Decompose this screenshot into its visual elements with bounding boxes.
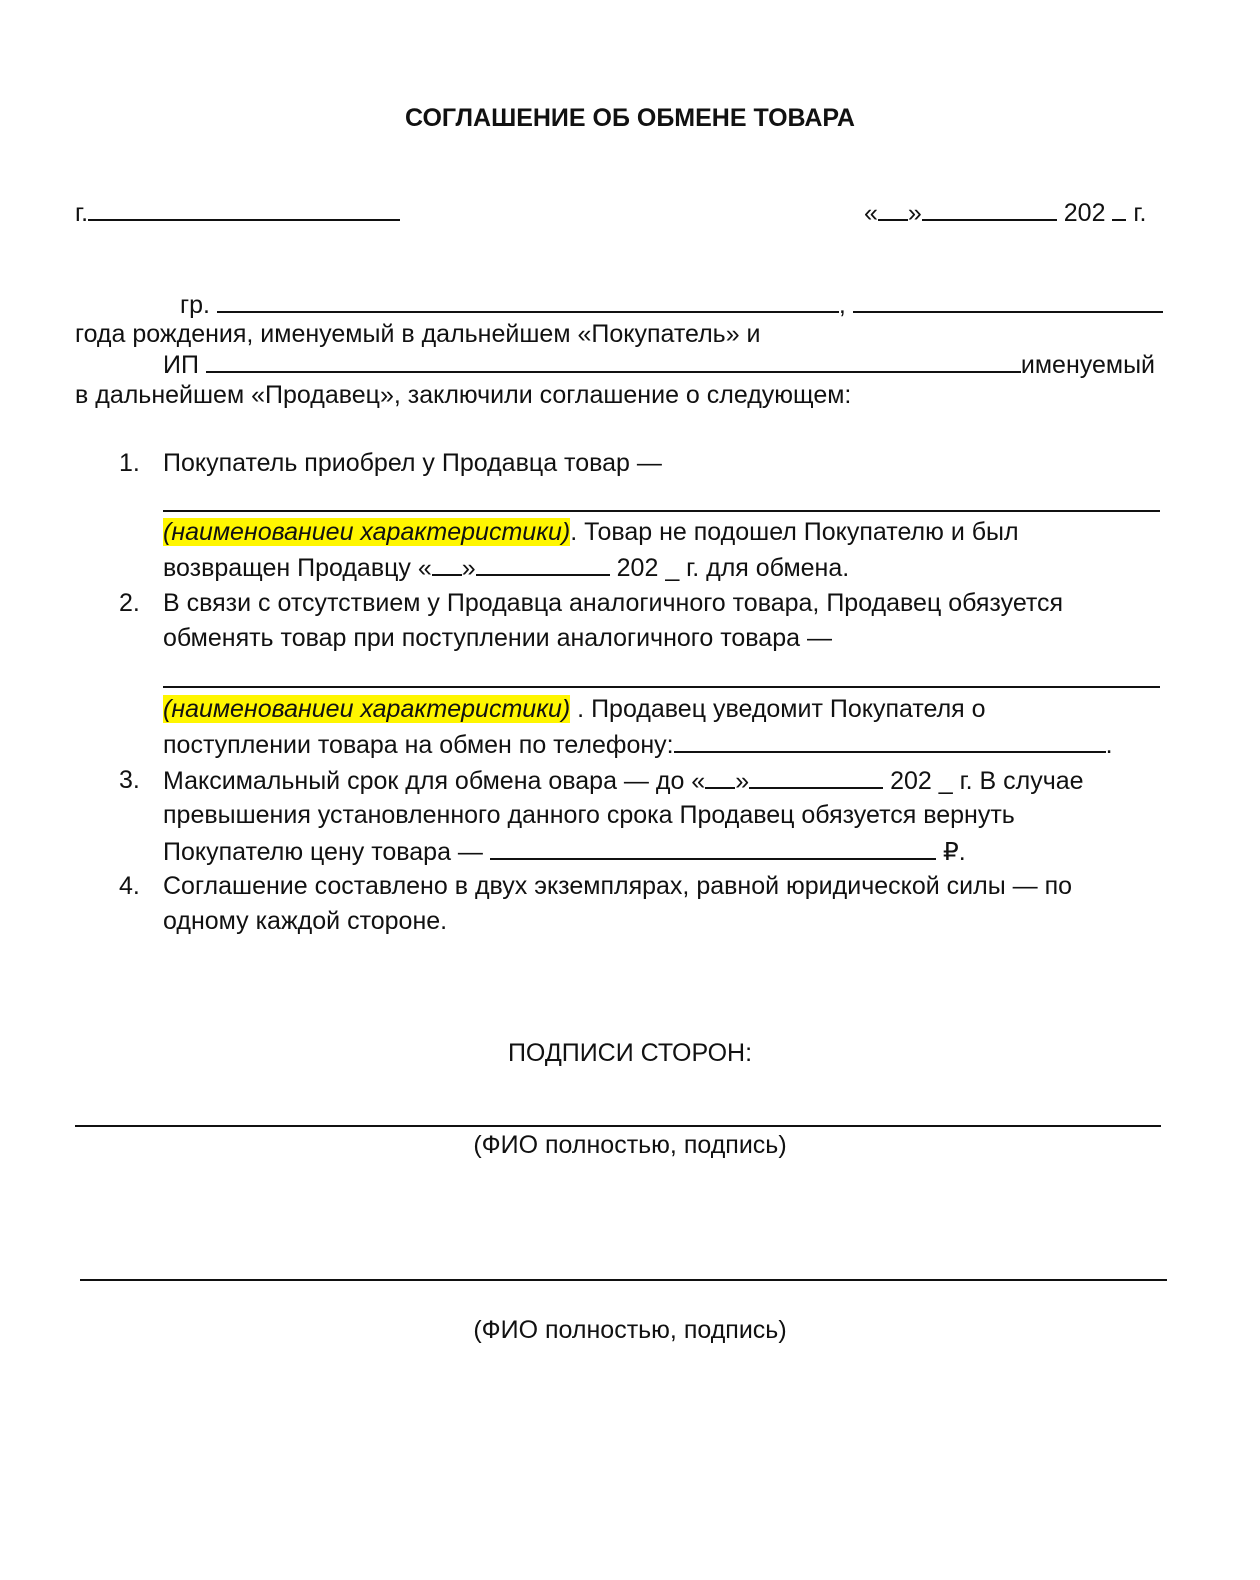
clause-1-line-2 bbox=[163, 517, 1019, 547]
signature-line-2[interactable] bbox=[80, 1279, 1167, 1281]
clause-2-line-4 bbox=[163, 729, 1113, 760]
clause-3-currency: ₽. bbox=[942, 838, 966, 866]
buyer-name-blank[interactable] bbox=[217, 289, 839, 313]
date-year-prefix: 202 bbox=[1063, 199, 1106, 227]
clause-3-term-end: 202 _ г. В случае bbox=[890, 767, 1084, 795]
seller-suffix: именуемый bbox=[1020, 351, 1155, 379]
buyer-birth-blank[interactable] bbox=[853, 289, 1163, 313]
clause-2-line-1: В связи с отсутствием у Продавца аналогичного товара, Продавец обязуется bbox=[163, 589, 1064, 617]
clause-3-line-1 bbox=[163, 765, 1084, 796]
clause-2-highlight: (наименованиеи характеристики) bbox=[163, 695, 571, 723]
clause-3-term-mid: » bbox=[735, 767, 750, 795]
document-title: СОГЛАШЕНИЕ ОБ ОБМЕНЕ ТОВАРА bbox=[405, 104, 855, 132]
clause-1-line-1: Покупатель приобрел у Продавца товар — bbox=[163, 449, 662, 477]
seller-name-blank[interactable] bbox=[206, 349, 1021, 373]
agreement-text: в дальнейшем «Продавец», заключили соглашение о следующем: bbox=[75, 381, 852, 409]
clause-1-after-highlight: . Товар не подошел Покупателю и был bbox=[570, 518, 1019, 546]
signature-caption-2: (ФИО полностью, подпись) bbox=[473, 1316, 787, 1344]
clause-3-number: 3. bbox=[119, 766, 140, 794]
clause-1-day-blank[interactable] bbox=[432, 552, 462, 576]
clause-2-item-blank[interactable] bbox=[163, 686, 1160, 688]
date-year-suffix: г. bbox=[1133, 199, 1147, 227]
city-line bbox=[75, 197, 400, 228]
date-open-quote: « bbox=[864, 199, 878, 227]
date-line bbox=[864, 197, 1146, 228]
city-prefix: г. bbox=[75, 199, 89, 227]
clause-2-phone-end: . bbox=[1105, 731, 1113, 759]
signature-line-1[interactable] bbox=[75, 1125, 1161, 1127]
buyer-line bbox=[180, 289, 1163, 320]
clause-1-highlight: (наименованиеи характеристики) bbox=[163, 518, 571, 546]
clause-1-return-start: возвращен Продавцу « bbox=[163, 554, 432, 582]
clause-1-month-blank[interactable] bbox=[476, 552, 610, 576]
clause-1-return-mid: » bbox=[461, 554, 476, 582]
clause-1-number: 1. bbox=[119, 449, 140, 477]
city-blank[interactable] bbox=[88, 197, 400, 221]
buyer-comma: , bbox=[838, 291, 846, 319]
clause-1-line-3 bbox=[163, 552, 849, 583]
clause-3-term-start: Максимальный срок для обмена овара — до « bbox=[163, 767, 706, 795]
birth-text: года рождения, именуемый в дальнейшем «Покупатель» и bbox=[75, 320, 761, 348]
clause-2-number: 2. bbox=[119, 589, 140, 617]
date-month-blank[interactable] bbox=[922, 197, 1057, 221]
seller-line bbox=[163, 349, 1155, 380]
clause-3-price-blank[interactable] bbox=[490, 836, 936, 860]
clause-3-line-2: превышения установленного данного срока Продавец обязуется вернуть bbox=[163, 801, 1015, 829]
clause-4-number: 4. bbox=[119, 872, 140, 900]
signatures-heading: ПОДПИСИ СТОРОН: bbox=[507, 1039, 753, 1067]
clause-2-line-2: обменять товар при поступлении аналогичного товара — bbox=[163, 624, 832, 652]
clause-3-price-text: Покупателю цену товара — bbox=[163, 838, 483, 866]
clause-2-line-3 bbox=[163, 694, 986, 724]
seller-prefix: ИП bbox=[163, 351, 199, 379]
clause-2-after-highlight: . Продавец уведомит Покупателя о bbox=[570, 695, 986, 723]
date-close-quote: » bbox=[907, 199, 922, 227]
clause-4-line-1: Соглашение составлено в двух экземплярах, равной юридической силы — по bbox=[163, 872, 1073, 900]
date-day-blank[interactable] bbox=[878, 197, 908, 221]
signature-caption-1: (ФИО полностью, подпись) bbox=[473, 1131, 787, 1159]
clause-3-line-3 bbox=[163, 836, 966, 867]
buyer-prefix: гр. bbox=[180, 291, 210, 319]
clause-1-item-blank[interactable] bbox=[163, 510, 1160, 512]
clause-1-return-end: 202 _ г. для обмена. bbox=[616, 554, 850, 582]
date-year-blank[interactable] bbox=[1112, 197, 1126, 221]
clause-2-phone-text: поступлении товара на обмен по телефону: bbox=[163, 731, 674, 759]
clause-4-line-2: одному каждой стороне. bbox=[163, 907, 448, 935]
clause-2-phone-blank[interactable] bbox=[674, 729, 1106, 753]
clause-3-day-blank[interactable] bbox=[705, 765, 735, 789]
clause-3-month-blank[interactable] bbox=[749, 765, 883, 789]
